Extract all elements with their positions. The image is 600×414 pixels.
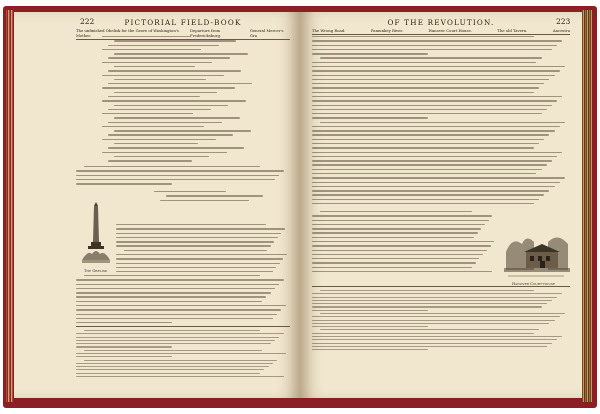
text-line [102,75,224,76]
text-line [102,126,204,127]
text-line [312,258,479,259]
text-line [116,254,287,255]
text-line [114,143,198,144]
text-line [108,57,230,58]
text-line [312,130,555,131]
obelisk-engraving [82,202,110,266]
text-line [76,373,260,374]
text-line [312,62,536,63]
text-line [312,109,547,110]
text-line [312,254,483,255]
left-body-text-wrap [116,224,290,275]
text-line [312,326,428,327]
text-line [102,113,193,114]
right-subhead-3: Hanover Court House. [428,28,472,33]
text-line [124,250,267,251]
text-line [312,333,534,334]
text-line [160,200,249,201]
text-line [116,228,285,229]
text-line [76,366,269,367]
text-line [114,53,248,54]
text-line [84,330,260,331]
text-line [312,70,560,71]
text-line [312,232,478,233]
text-line [320,313,565,314]
text-line [108,83,252,84]
text-line [312,182,560,183]
text-line [312,346,547,347]
text-line [76,309,281,310]
text-line [312,349,428,350]
text-line [312,126,560,127]
text-line [312,173,536,174]
text-line [312,53,428,54]
text-line [84,275,260,276]
text-line [312,241,494,242]
left-body-text-2 [76,275,290,326]
text-line [312,300,552,301]
right-subhead-4: The old Tavern. [497,28,528,33]
right-footnotes [312,290,570,352]
text-line [312,100,557,101]
text-line [312,199,539,200]
text-line [102,152,227,153]
left-poem-text [102,36,262,164]
hanover-courthouse-engraving [504,230,570,280]
right-running-head [312,18,570,27]
text-line [102,62,212,63]
text-line [312,271,492,272]
text-line [312,139,544,140]
obelisk-caption: The Obelisk [84,269,108,273]
text-line [312,87,539,88]
text-line [312,250,487,251]
text-line [116,233,281,234]
text-line [312,220,489,221]
text-line [154,191,226,192]
right-body-text [312,36,570,207]
text-line [312,190,549,191]
text-line [312,228,481,229]
text-line [76,318,273,319]
text-line [312,45,557,46]
text-line [76,356,172,357]
text-line [114,105,228,106]
text-line [312,343,552,344]
text-line [84,350,262,351]
text-line [312,75,555,76]
text-line [312,336,562,337]
right-subheads [312,28,570,35]
text-line [312,156,557,157]
text-line [76,369,264,370]
text-line [102,100,246,101]
text-line [114,92,217,93]
text-line [102,139,216,140]
right-subhead-1: The Wrong Road. [312,28,346,33]
text-line [108,70,241,71]
text-line [76,170,284,171]
text-line [114,79,206,80]
text-line [320,57,542,58]
text-line [76,363,273,364]
left-poem-text-2 [154,191,284,204]
text-line [312,49,552,50]
text-line [116,263,280,264]
text-line [166,195,263,196]
text-line [312,113,542,114]
text-line [76,337,279,338]
left-running-head [76,18,290,27]
text-line [312,147,534,148]
text-line [114,156,209,157]
text-line [76,175,279,176]
text-line [114,117,240,118]
right-subhead-5: Ancestra [552,28,570,33]
left-page-number: 222 [80,17,95,26]
text-line [312,92,534,93]
text-line [312,79,549,80]
text-line [116,258,283,259]
text-line [312,164,547,165]
text-line [114,130,251,131]
left-subhead-1: The unfinished Obelisk for the Grave of Washington's Mother. [76,28,179,38]
text-line [108,147,244,148]
text-line [102,49,201,50]
text-line [320,211,472,212]
text-line [312,316,560,317]
left-body-text [76,166,290,187]
text-line [312,303,547,304]
text-line [76,301,262,302]
text-line [320,329,539,330]
text-line [76,279,284,280]
text-line [76,305,286,306]
text-line [84,166,260,167]
hanover-caption: Hanover Court-house [512,282,556,286]
text-line [312,117,428,118]
text-line [312,339,557,340]
text-line [312,215,492,216]
text-line [108,109,211,110]
text-line [312,152,562,153]
text-line [76,296,266,297]
left-running-head-text: PICTORIAL FIELD-BOOK [124,18,242,27]
text-line [116,245,271,246]
text-line [76,292,271,293]
text-line [312,203,534,204]
text-line [312,186,555,187]
right-page [300,12,582,398]
text-line [108,134,233,135]
text-line [76,179,275,180]
text-line [312,143,539,144]
text-line [312,160,552,161]
text-line [320,122,565,123]
text-line [312,293,562,294]
text-line [108,122,222,123]
right-page-edges [582,10,592,402]
left-footnotes [76,330,290,379]
text-line [312,237,474,238]
text-line [108,45,219,46]
text-line [116,237,278,238]
text-line [116,224,266,225]
text-line [76,343,271,344]
text-line [102,36,190,37]
text-line [312,40,562,41]
text-line [114,66,195,67]
text-line [76,353,286,354]
text-line [312,36,534,37]
left-page-edges [6,10,13,402]
text-line [312,297,557,298]
text-line [312,310,428,311]
text-line [312,194,544,195]
text-line [312,262,476,263]
text-line [312,306,542,307]
text-line [312,83,544,84]
text-line [312,320,555,321]
text-line [312,134,549,135]
text-line [114,40,236,41]
right-subhead-2: Pamunkey River. [370,28,404,33]
text-line [312,177,565,178]
right-running-head-text: OF THE REVOLUTION. [387,18,495,27]
right-page-number: 223 [556,17,571,26]
left-subhead-3: General Mercer's Gra [249,28,284,38]
text-line [312,267,472,268]
text-line [312,66,565,67]
text-line [102,87,235,88]
text-line [108,160,192,161]
text-line [76,346,172,347]
text-line [116,267,276,268]
text-line [312,224,485,225]
text-line [116,241,274,242]
text-line [320,290,534,291]
text-line [312,105,552,106]
text-line [84,360,277,361]
text-line [76,284,279,285]
text-line [76,288,275,289]
left-footnote-rule [76,326,290,327]
right-footnote-rule [312,286,570,287]
text-line [312,96,562,97]
text-line [312,323,549,324]
text-line [108,96,200,97]
text-line [76,340,275,341]
left-subhead-2: Departure from Fredericksburg. [190,28,222,38]
text-line [76,183,172,184]
text-line [116,271,273,272]
text-line [76,314,277,315]
right-body-text-wrap [312,211,498,275]
text-line [312,245,491,246]
left-page [14,12,300,398]
text-line [76,376,284,377]
text-line [76,322,172,323]
text-line [312,169,542,170]
text-line [76,333,284,334]
